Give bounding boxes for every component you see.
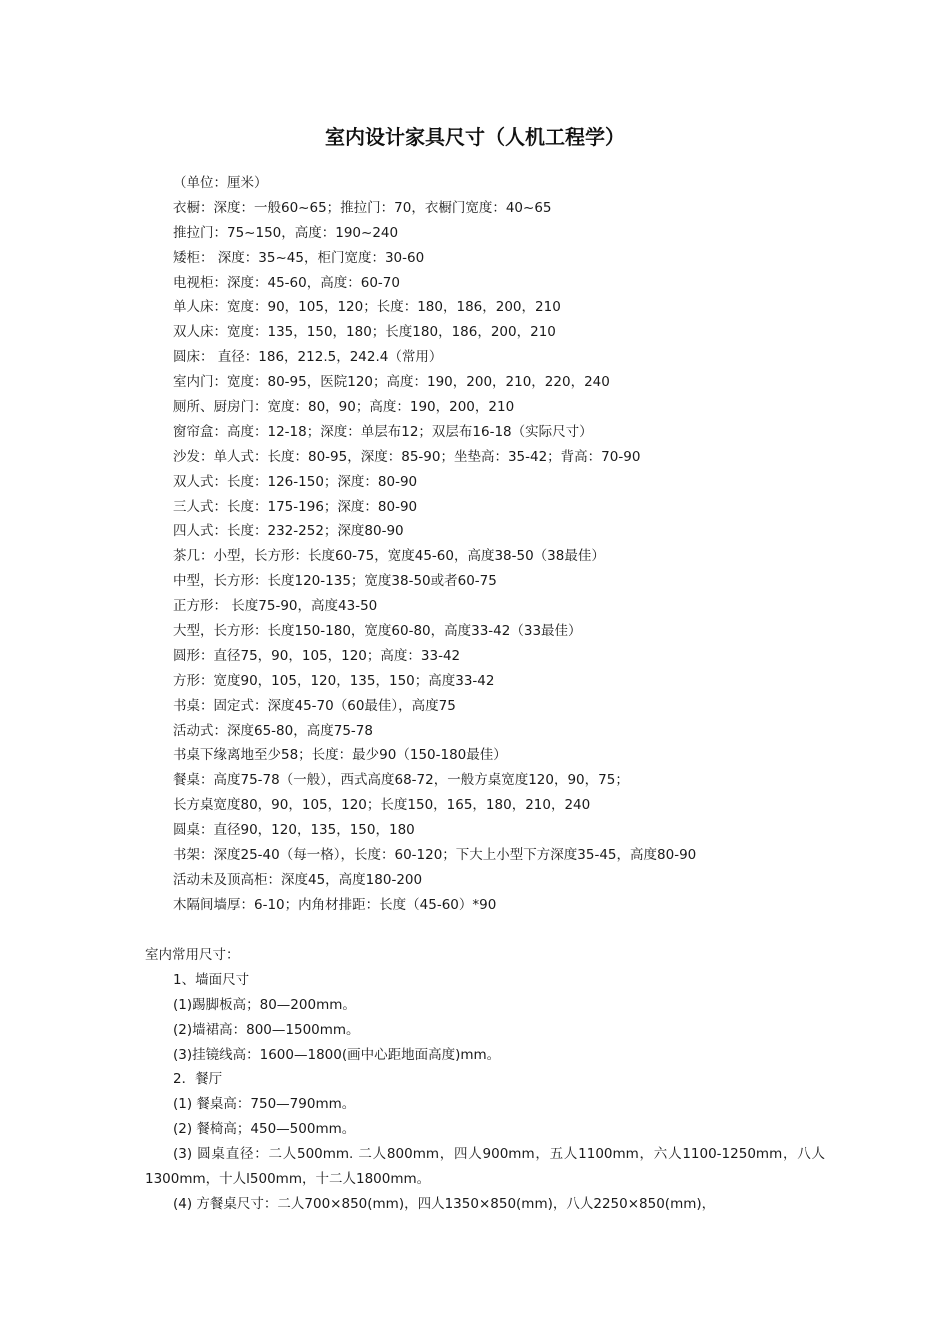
document-title: 室内设计家具尺寸（人机工程学） xyxy=(325,125,625,149)
list-item: 三人式：长度：175-196；深度：80-90 xyxy=(173,498,418,515)
list-item: 活动式：深度65-80，高度75-78 xyxy=(173,722,373,739)
list-item: 活动未及顶高柜：深度45，高度180-200 xyxy=(173,871,423,888)
list-item: 厕所、厨房门：宽度：80，90；高度：190，200，210 xyxy=(173,399,515,416)
list-item: 双人床：宽度：135，150，180；长度180，186，200，210 xyxy=(173,324,556,341)
list-item: 电视柜：深度：45-60，高度：60-70 xyxy=(173,274,400,291)
list-item: 窗帘盒：高度：12-18；深度：单层布12；双层布16-18（实际尺寸） xyxy=(173,423,593,440)
list-item: 书架：深度25-40（每一格），长度：60-120；下大上小型下方深度35-45，高度80-90 xyxy=(173,847,697,864)
list-item: 沙发：单人式：长度：80-95，深度：85-90；坐垫高：35-42；背高：70-90 xyxy=(173,448,641,465)
common-dimensions-section xyxy=(145,943,825,1217)
furniture-dimension-list xyxy=(173,171,873,918)
list-item: （单位：厘米） xyxy=(173,175,268,191)
list-item: (3)挂镜线高：1600—1800(画中心距地面高度)mm。 xyxy=(173,1046,501,1063)
list-item: 方形：宽度90，105，120，135，150；高度33-42 xyxy=(173,672,495,689)
paragraph-round-table: (3) 圆桌直径：二人500mm. 二人800mm，四人900mm，五人1100mm，六人1100-1250mm，八人1300mm，十人l500mm，十二人1800mm。 xyxy=(145,1146,825,1188)
paragraph-square-table: (4) 方餐桌尺寸：二人700×850(mm)，四人1350×850(mm)，八人2250×850(mm)， xyxy=(173,1195,716,1212)
list-item: 室内门：宽度：80-95，医院120；高度：190，200，210，220，240 xyxy=(173,374,610,391)
subsection-heading-dining: 2．餐厅 xyxy=(173,1071,223,1088)
list-item: 书桌：固定式：深度45-70（60最佳），高度75 xyxy=(173,697,456,714)
list-item: 大型，长方形：长度150-180，宽度60-80，高度33-42（33最佳） xyxy=(173,623,582,640)
list-item: 餐桌：高度75-78（一般），西式高度68-72，一般方桌宽度120，90，75； xyxy=(173,772,629,789)
list-item: 圆桌：直径90，120，135，150，180 xyxy=(173,822,415,839)
list-item: (1) 餐桌高：750—790mm。 xyxy=(173,1096,356,1113)
list-item: 木隔间墙厚：6-10；内角材排距：长度（45-60）*90 xyxy=(173,896,497,913)
list-item: 中型，长方形：长度120-135；宽度38-50或者60-75 xyxy=(173,573,497,590)
list-item: (2) 餐椅高；450—500mm。 xyxy=(173,1121,356,1138)
list-item: 长方桌宽度80，90，105，120；长度150，165，180，210，240 xyxy=(173,797,591,814)
list-item: 单人床：宽度：90，105，120；长度：180，186，200，210 xyxy=(173,299,561,316)
list-item: 四人式：长度：232-252；深度80-90 xyxy=(173,523,404,540)
list-item: 双人式：长度：126-150；深度：80-90 xyxy=(173,473,418,490)
list-item: 茶几：小型，长方形：长度60-75，宽度45-60，高度38-50（38最佳） xyxy=(173,548,605,565)
list-item: 推拉门：75~150，高度：190~240 xyxy=(173,224,399,241)
section-heading: 室内常用尺寸： xyxy=(145,947,240,963)
list-item: 正方形： 长度75-90，高度43-50 xyxy=(173,598,378,615)
list-item: (2)墙裙高：800—1500mm。 xyxy=(173,1021,360,1038)
list-item: 衣橱：深度：一般60~65；推拉门：70，衣橱门宽度：40~65 xyxy=(173,199,552,216)
subsection-heading-wall: 1、墙面尺寸 xyxy=(173,971,250,988)
list-item: 书桌下缘离地至少58；长度：最少90（150-180最佳） xyxy=(173,747,507,764)
list-item: 圆形：直径75，90，105，120；高度：33-42 xyxy=(173,647,461,664)
list-item: 矮柜： 深度：35~45，柜门宽度：30-60 xyxy=(173,249,425,266)
list-item: (1)踢脚板高；80—200mm。 xyxy=(173,996,356,1013)
list-item: 圆床： 直径：186，212.5，242.4（常用） xyxy=(173,349,443,366)
